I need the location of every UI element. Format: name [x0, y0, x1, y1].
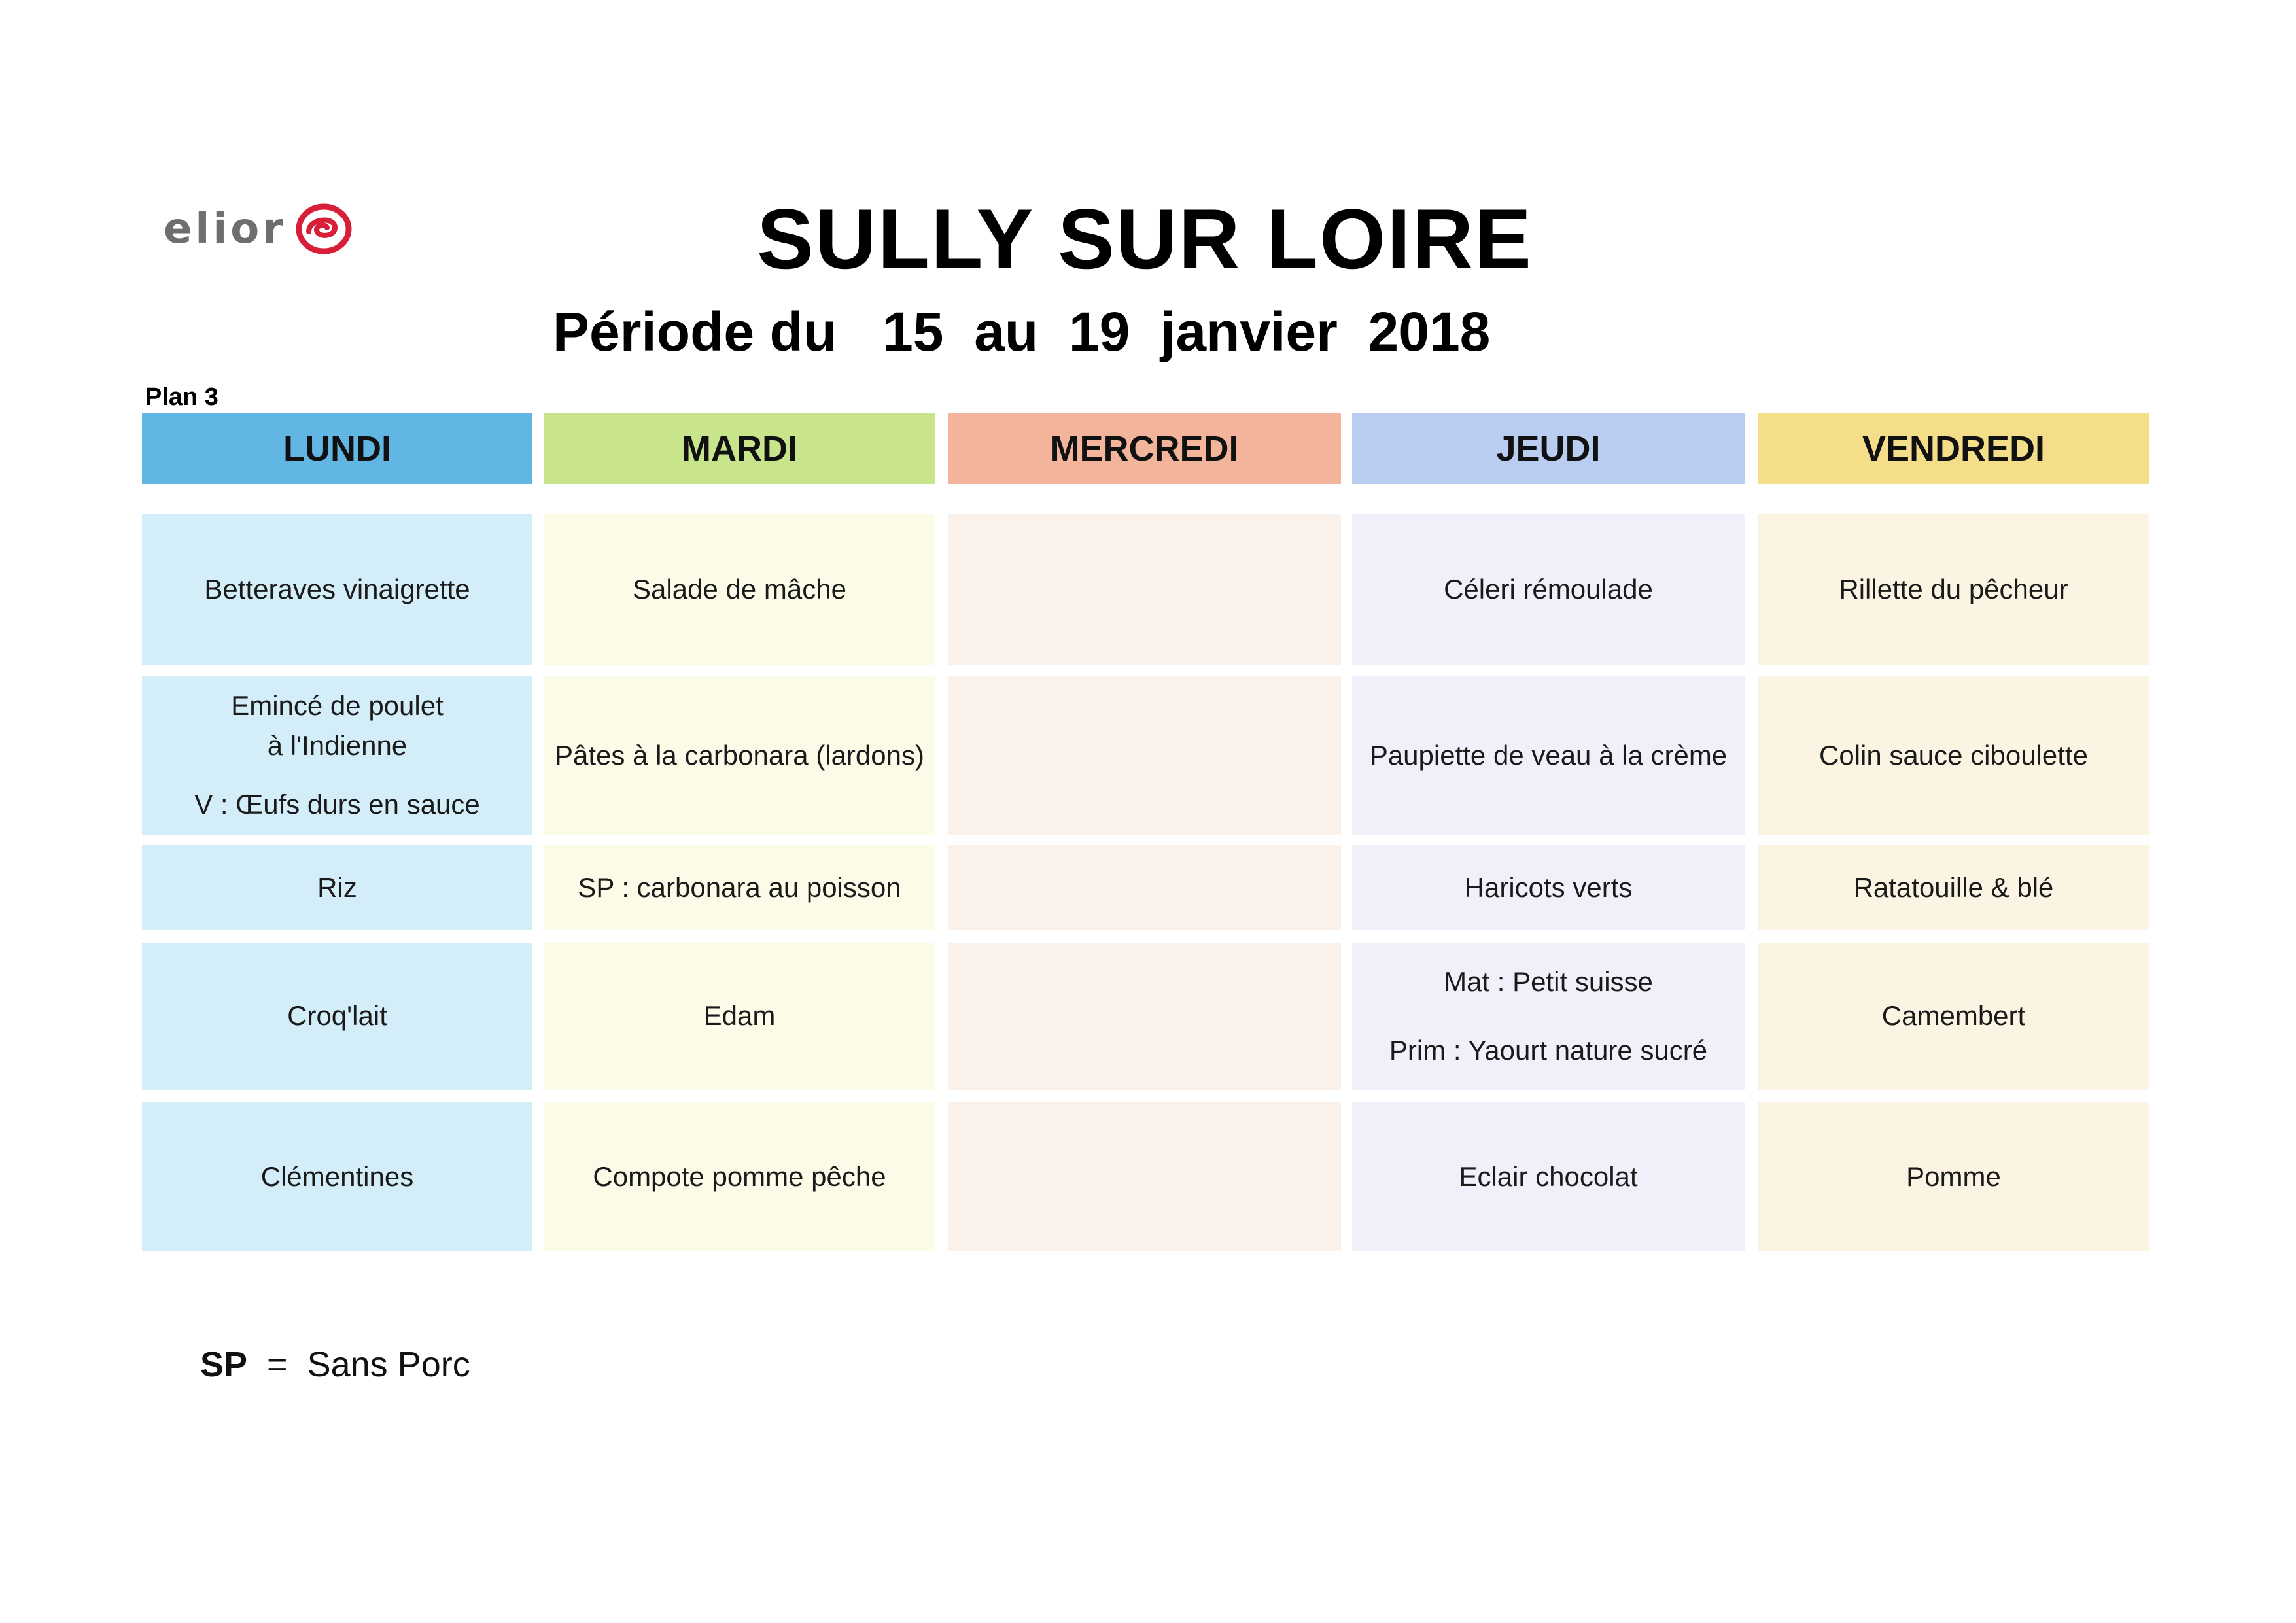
mercredi-plat: [948, 676, 1341, 835]
dish: Emincé de poulet: [231, 689, 444, 721]
header-lundi: [142, 413, 532, 484]
legend: [200, 1344, 470, 1385]
mardi-accompagnement: [544, 845, 935, 930]
dish: Paupiette de veau à la crème: [1369, 739, 1728, 771]
period-subtitle: Période du 15 au 19 janvier 2018: [553, 301, 1491, 362]
vendredi-entree: [1758, 514, 2149, 665]
page-title: SULLY SUR LOIRE: [757, 191, 1533, 287]
lundi-entree: [142, 514, 532, 665]
jeudi-plat: [1352, 676, 1745, 835]
dish: Colin sauce ciboulette: [1819, 739, 2088, 771]
jeudi-dessert: [1352, 1102, 1745, 1251]
dish: Camembert: [1881, 1000, 2026, 1032]
vendredi-plat: [1758, 676, 2149, 835]
dish: Croq'lait: [287, 1000, 387, 1032]
dish-vegetarian: V : Œufs durs en sauce: [194, 789, 480, 820]
header-label: MARDI: [682, 429, 797, 468]
dish: Salade de mâche: [633, 573, 846, 604]
lundi-fromage: [142, 943, 532, 1090]
jeudi-entree: [1352, 514, 1745, 665]
mercredi-dessert: [948, 1102, 1341, 1251]
dish: Céleri rémoulade: [1444, 573, 1653, 604]
mardi-fromage: [544, 943, 935, 1090]
legend-separator: =: [247, 1345, 307, 1384]
plan-label: Plan 3: [145, 383, 218, 411]
dish: Compote pomme pêche: [593, 1161, 886, 1192]
dish: Pomme: [1906, 1161, 2001, 1192]
vendredi-fromage: [1758, 943, 2149, 1090]
lundi-plat: [142, 676, 532, 835]
header-mardi: [544, 413, 935, 484]
header-vendredi: [1758, 413, 2149, 484]
logo-text: elior: [164, 205, 287, 253]
vendredi-accompagnement: [1758, 845, 2149, 930]
header-label: JEUDI: [1496, 429, 1601, 468]
dish: Mat : Petit suisse: [1444, 966, 1653, 997]
dish: Haricots verts: [1464, 871, 1633, 903]
header-label: LUNDI: [283, 429, 391, 468]
elior-logo: [164, 200, 353, 258]
dish: Clémentines: [260, 1161, 414, 1192]
dish: SP : carbonara au poisson: [578, 871, 901, 903]
lundi-dessert: [142, 1102, 532, 1251]
jeudi-accompagnement: [1352, 845, 1745, 930]
mardi-entree: [544, 514, 935, 665]
elior-rose-icon: [294, 203, 353, 255]
mardi-plat: [544, 676, 935, 835]
vendredi-dessert: [1758, 1102, 2149, 1251]
legend-meaning: Sans Porc: [307, 1345, 470, 1384]
dish: Ratatouille & blé: [1853, 871, 2054, 903]
header-mercredi: [948, 413, 1341, 484]
header-jeudi: [1352, 413, 1745, 484]
legend-abbr: SP: [200, 1345, 248, 1384]
mercredi-accompagnement: [948, 845, 1341, 930]
mercredi-entree: [948, 514, 1341, 665]
dish: Pâtes à la carbonara (lardons): [555, 739, 924, 771]
dish: Rillette du pêcheur: [1839, 573, 2068, 604]
mardi-dessert: [544, 1102, 935, 1251]
dish: Betteraves vinaigrette: [204, 573, 470, 604]
dish: Riz: [317, 871, 357, 903]
lundi-accompagnement: [142, 845, 532, 930]
jeudi-fromage: [1352, 943, 1745, 1090]
mercredi-fromage: [948, 943, 1341, 1090]
dish: Edam: [703, 1000, 776, 1032]
dish: Eclair chocolat: [1459, 1161, 1638, 1192]
dish: Prim : Yaourt nature sucré: [1389, 1034, 1708, 1066]
header-label: MERCREDI: [1050, 429, 1239, 468]
header-label: VENDREDI: [1862, 429, 2045, 468]
dish: à l'Indienne: [267, 729, 408, 761]
